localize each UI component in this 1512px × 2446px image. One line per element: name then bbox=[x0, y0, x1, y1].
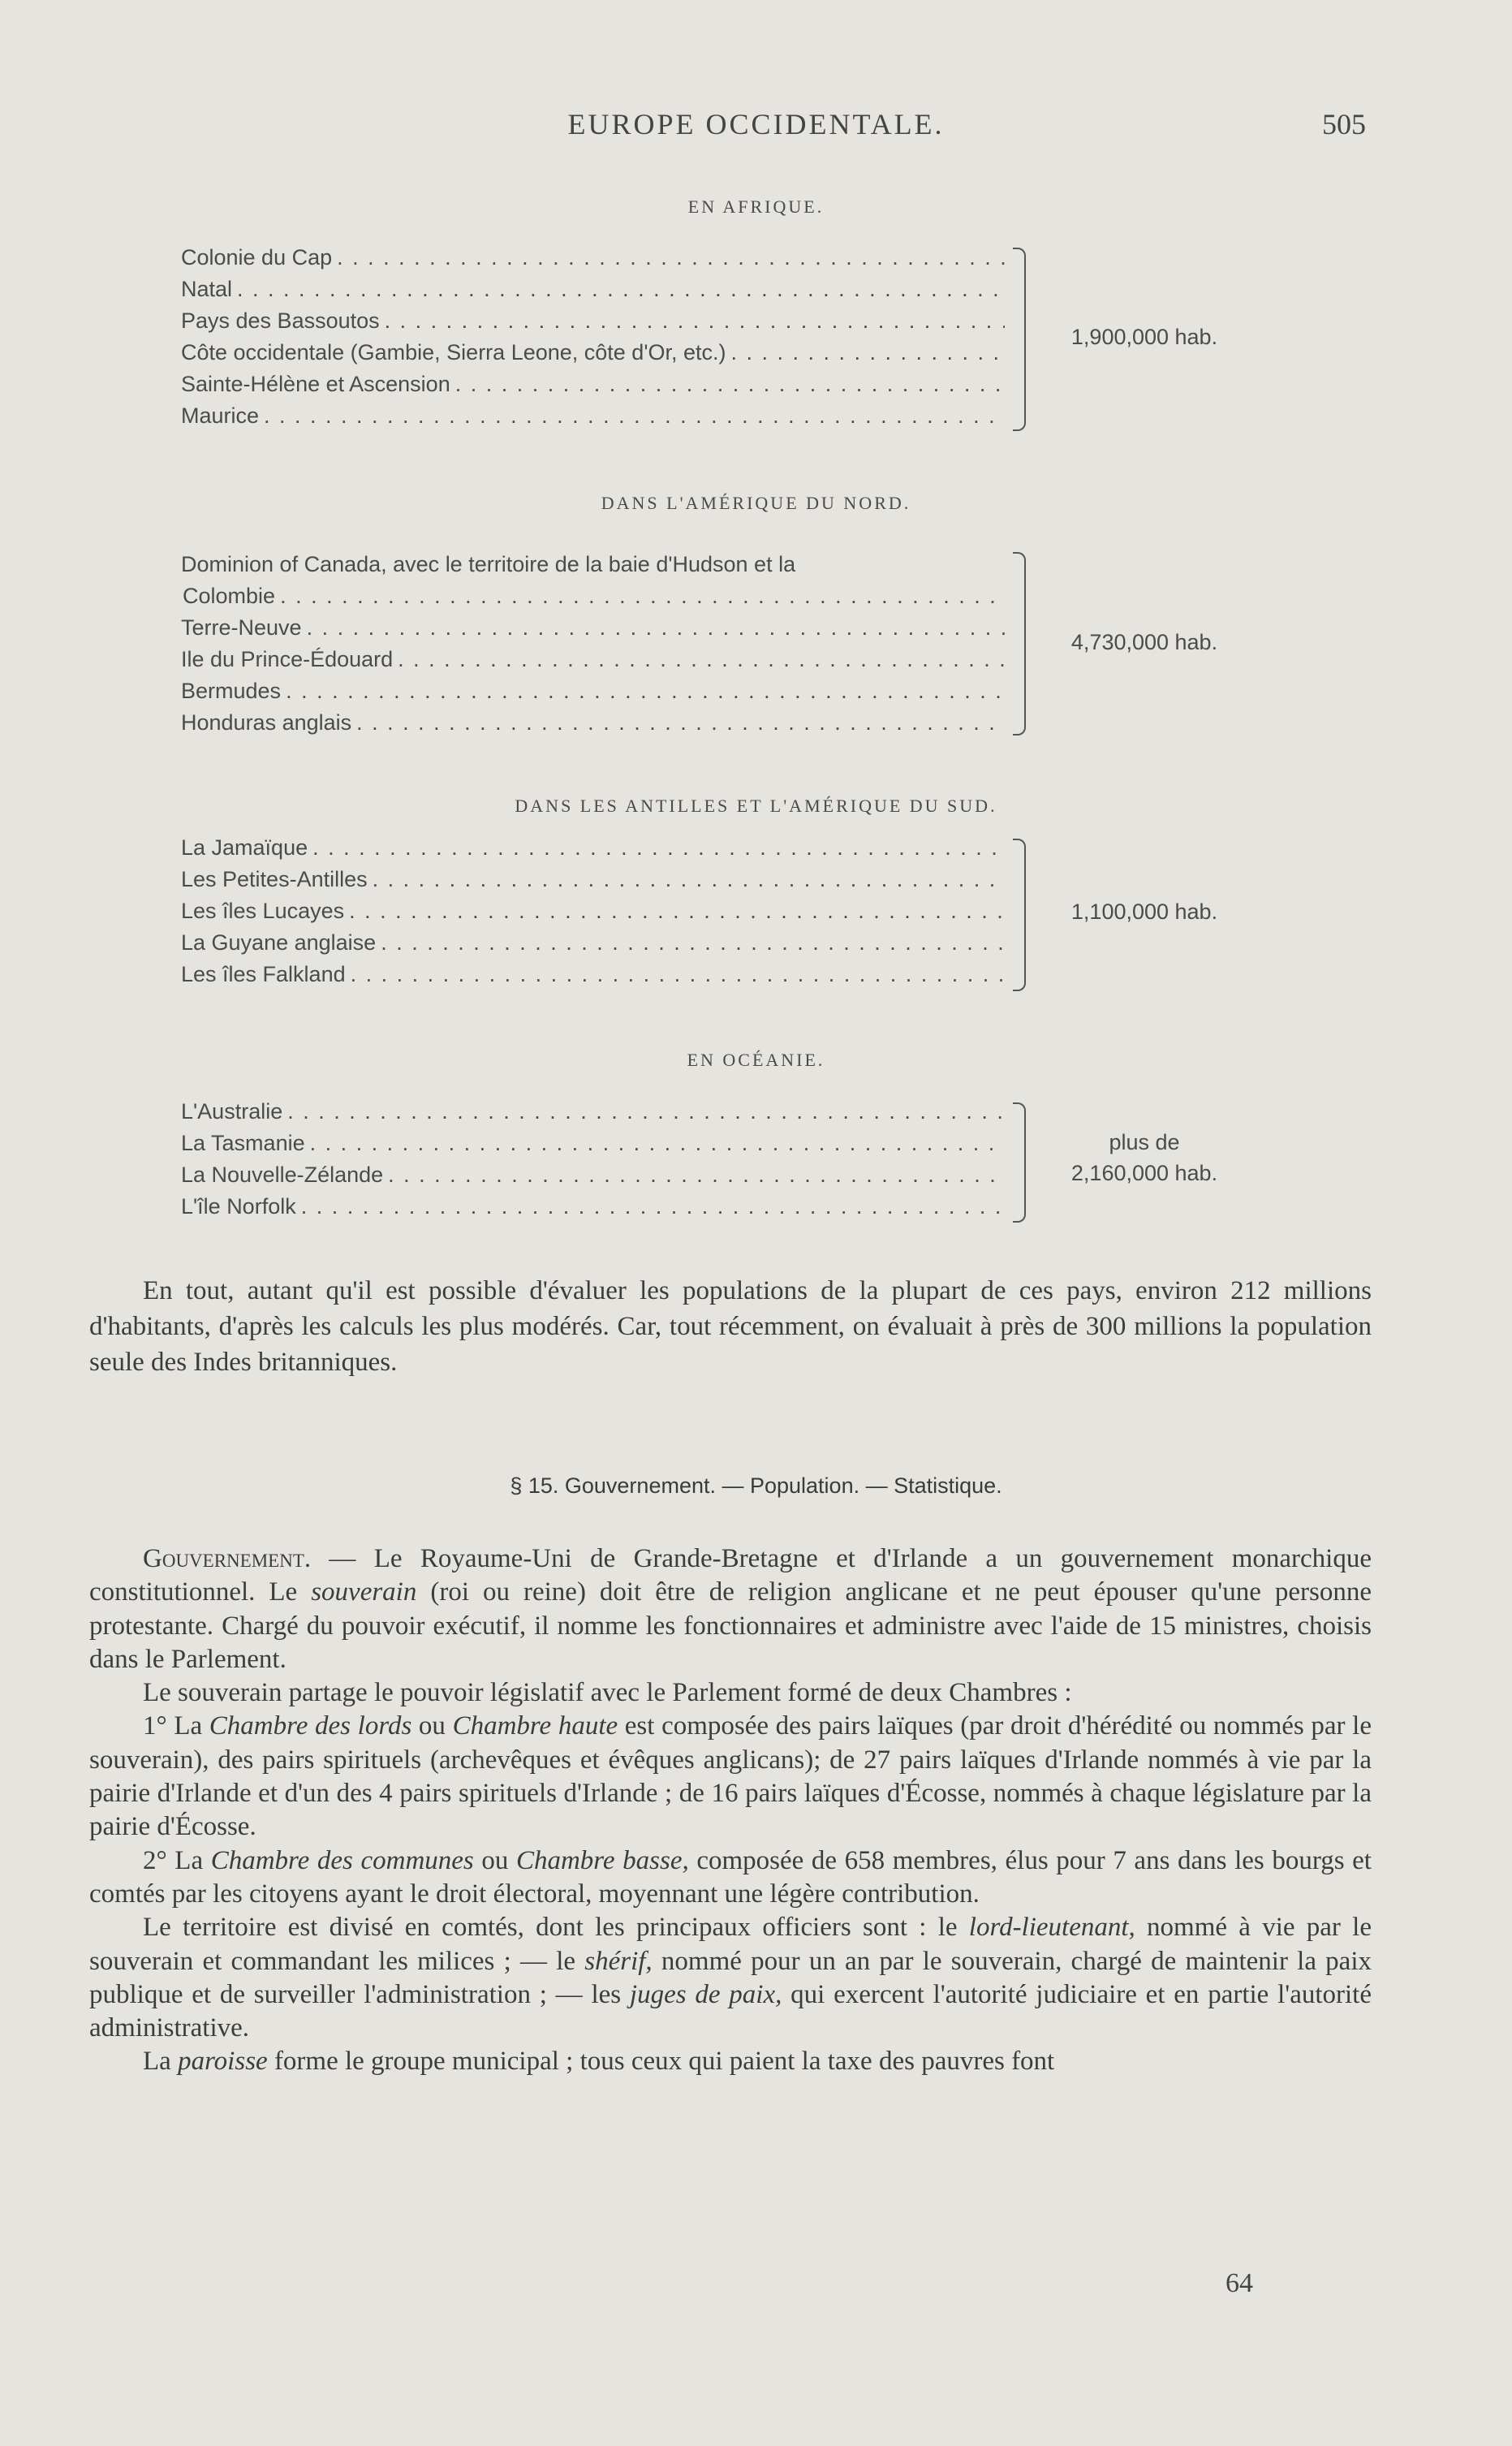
list-item: La Guyane anglaise . . . bbox=[181, 927, 1005, 959]
section-title: § 15. Gouvernement. — Population. — Statistique. bbox=[510, 1473, 1002, 1498]
brace bbox=[1013, 248, 1026, 431]
list-amerique-nord bbox=[181, 549, 1005, 739]
list-item: Côte occidentale (Gambie, Sierra Leone, côte d'Or, etc.) . . . bbox=[181, 337, 1005, 369]
list-item: Honduras anglais . . . bbox=[181, 707, 1005, 739]
paragraph: Le territoire est divisé en comtés, dont les principaux officiers sont : le lord-lieutenant, nommé à vie par le souverain et commandant les milices ; — le shérif, nommé pour un an par le souverain, chargé de maintenir la paix publique et de surveiller l'administration ; — les juges de paix, qui exercent l'autorité judiciaire et en partie l'autorité administrative. bbox=[89, 1913, 1372, 2043]
paragraph: 2° La Chambre des communes ou Chambre basse, composée de 658 membres, élus pour 7 ans dans les bourgs et comtés par les citoyens ayant le droit électoral, moyennant une légère contribution. bbox=[89, 1845, 1372, 1909]
list-item: Les îles Falkland . . . bbox=[181, 959, 1005, 990]
list-item: Maurice . . . bbox=[181, 400, 1005, 432]
list-item: Les îles Lucayes . . . bbox=[181, 895, 1005, 927]
heading-afrique: EN AFRIQUE. bbox=[687, 196, 825, 217]
population-oceanie-prefix: plus de bbox=[1109, 1130, 1180, 1154]
folio: 64 bbox=[1226, 2268, 1253, 2298]
population-oceanie: 2,160,000 hab. bbox=[1070, 1161, 1218, 1185]
list-item: Terre-Neuve . . . bbox=[181, 612, 1005, 644]
list-item: Dominion of Canada, avec le territoire de la baie d'Hudson et la bbox=[181, 552, 796, 576]
page-number: 505 bbox=[1322, 108, 1366, 140]
paragraph: 1° La Chambre des lords ou Chambre haute est composée des pairs laïques (par droit d'hérédité ou nommés par le souverain), des pairs spirituels (archevêques et évêques anglicans); de 27 pairs laïques d'Irlande nommés à vie par la pairie d'Irlande et d'un des 4 pairs spirituels d'Irlande ; de 16 pairs laïques d'Écosse, nommés à chaque législature par la pairie d'Écosse. bbox=[89, 1711, 1372, 1842]
government-text bbox=[89, 1542, 1372, 2079]
list-item: La Tasmanie . . . bbox=[181, 1128, 1005, 1159]
list-item: Les Petites-Antilles . . . bbox=[181, 864, 1005, 895]
list-item: La Nouvelle-Zélande . . . bbox=[181, 1159, 1005, 1191]
heading-amerique-nord: DANS L'AMÉRIQUE DU NORD. bbox=[601, 493, 911, 513]
list-item: L'île Norfolk . . . bbox=[181, 1191, 1005, 1223]
brace bbox=[1013, 552, 1026, 736]
paragraph: La paroisse forme le groupe municipal ; tous ceux qui paient la taxe des pauvres font bbox=[143, 2047, 1055, 2077]
list-afrique bbox=[181, 242, 1005, 432]
list-item: La Jamaïque . . . bbox=[181, 832, 1005, 864]
paragraph: Gouvernement. — Le Royaume-Uni de Grande-Bretagne et d'Irlande a un gouvernement monarchique constitutionnel. Le souverain (roi ou reine) doit être de religion anglicane et ne peut épouser qu'une personne protestante. Chargé du pouvoir exécutif, il nomme les fonctionnaires et administre avec l'aide de 15 ministres, choisis dans le Parlement. bbox=[89, 1544, 1372, 1674]
summary-paragraph: En tout, autant qu'il est possible d'évaluer les populations de la plupart de ces pays, environ 212 millions d'habitants, d'après les calculs les plus modérés. Car, tout récemment, on évaluait à près de 300 millions la population seule des Indes britanniques. bbox=[89, 1276, 1372, 1377]
list-item: Sainte-Hélène et Ascension . . . bbox=[181, 369, 1005, 400]
population-amerique-nord: 4,730,000 hab. bbox=[1070, 630, 1218, 654]
list-item: Ile du Prince-Édouard . . . bbox=[181, 644, 1005, 675]
list-antilles bbox=[181, 832, 1005, 990]
list-oceanie bbox=[181, 1096, 1005, 1223]
list-item: Bermudes . . . bbox=[181, 675, 1005, 707]
brace bbox=[1013, 1102, 1026, 1223]
page-header bbox=[0, 107, 1512, 148]
population-afrique: 1,900,000 hab. bbox=[1070, 325, 1218, 349]
list-item: Pays des Bassoutos . . . bbox=[181, 305, 1005, 337]
list-item: Natal . . . bbox=[181, 274, 1005, 305]
paragraph: Le souverain partage le pouvoir législatif avec le Parlement formé de deux Chambres : bbox=[143, 1678, 1072, 1708]
list-item: L'Australie . . . bbox=[181, 1096, 1005, 1128]
list-item: Colonie du Cap . . . bbox=[181, 242, 1005, 274]
heading-antilles: DANS LES ANTILLES ET L'AMÉRIQUE DU SUD. bbox=[515, 796, 997, 816]
population-antilles: 1,100,000 hab. bbox=[1070, 899, 1218, 924]
list-item: Colombie . . . bbox=[181, 580, 1005, 612]
heading-oceanie: EN OCÉANIE. bbox=[687, 1050, 825, 1070]
running-title: EUROPE OCCIDENTALE. bbox=[567, 108, 945, 140]
brace bbox=[1013, 839, 1026, 991]
